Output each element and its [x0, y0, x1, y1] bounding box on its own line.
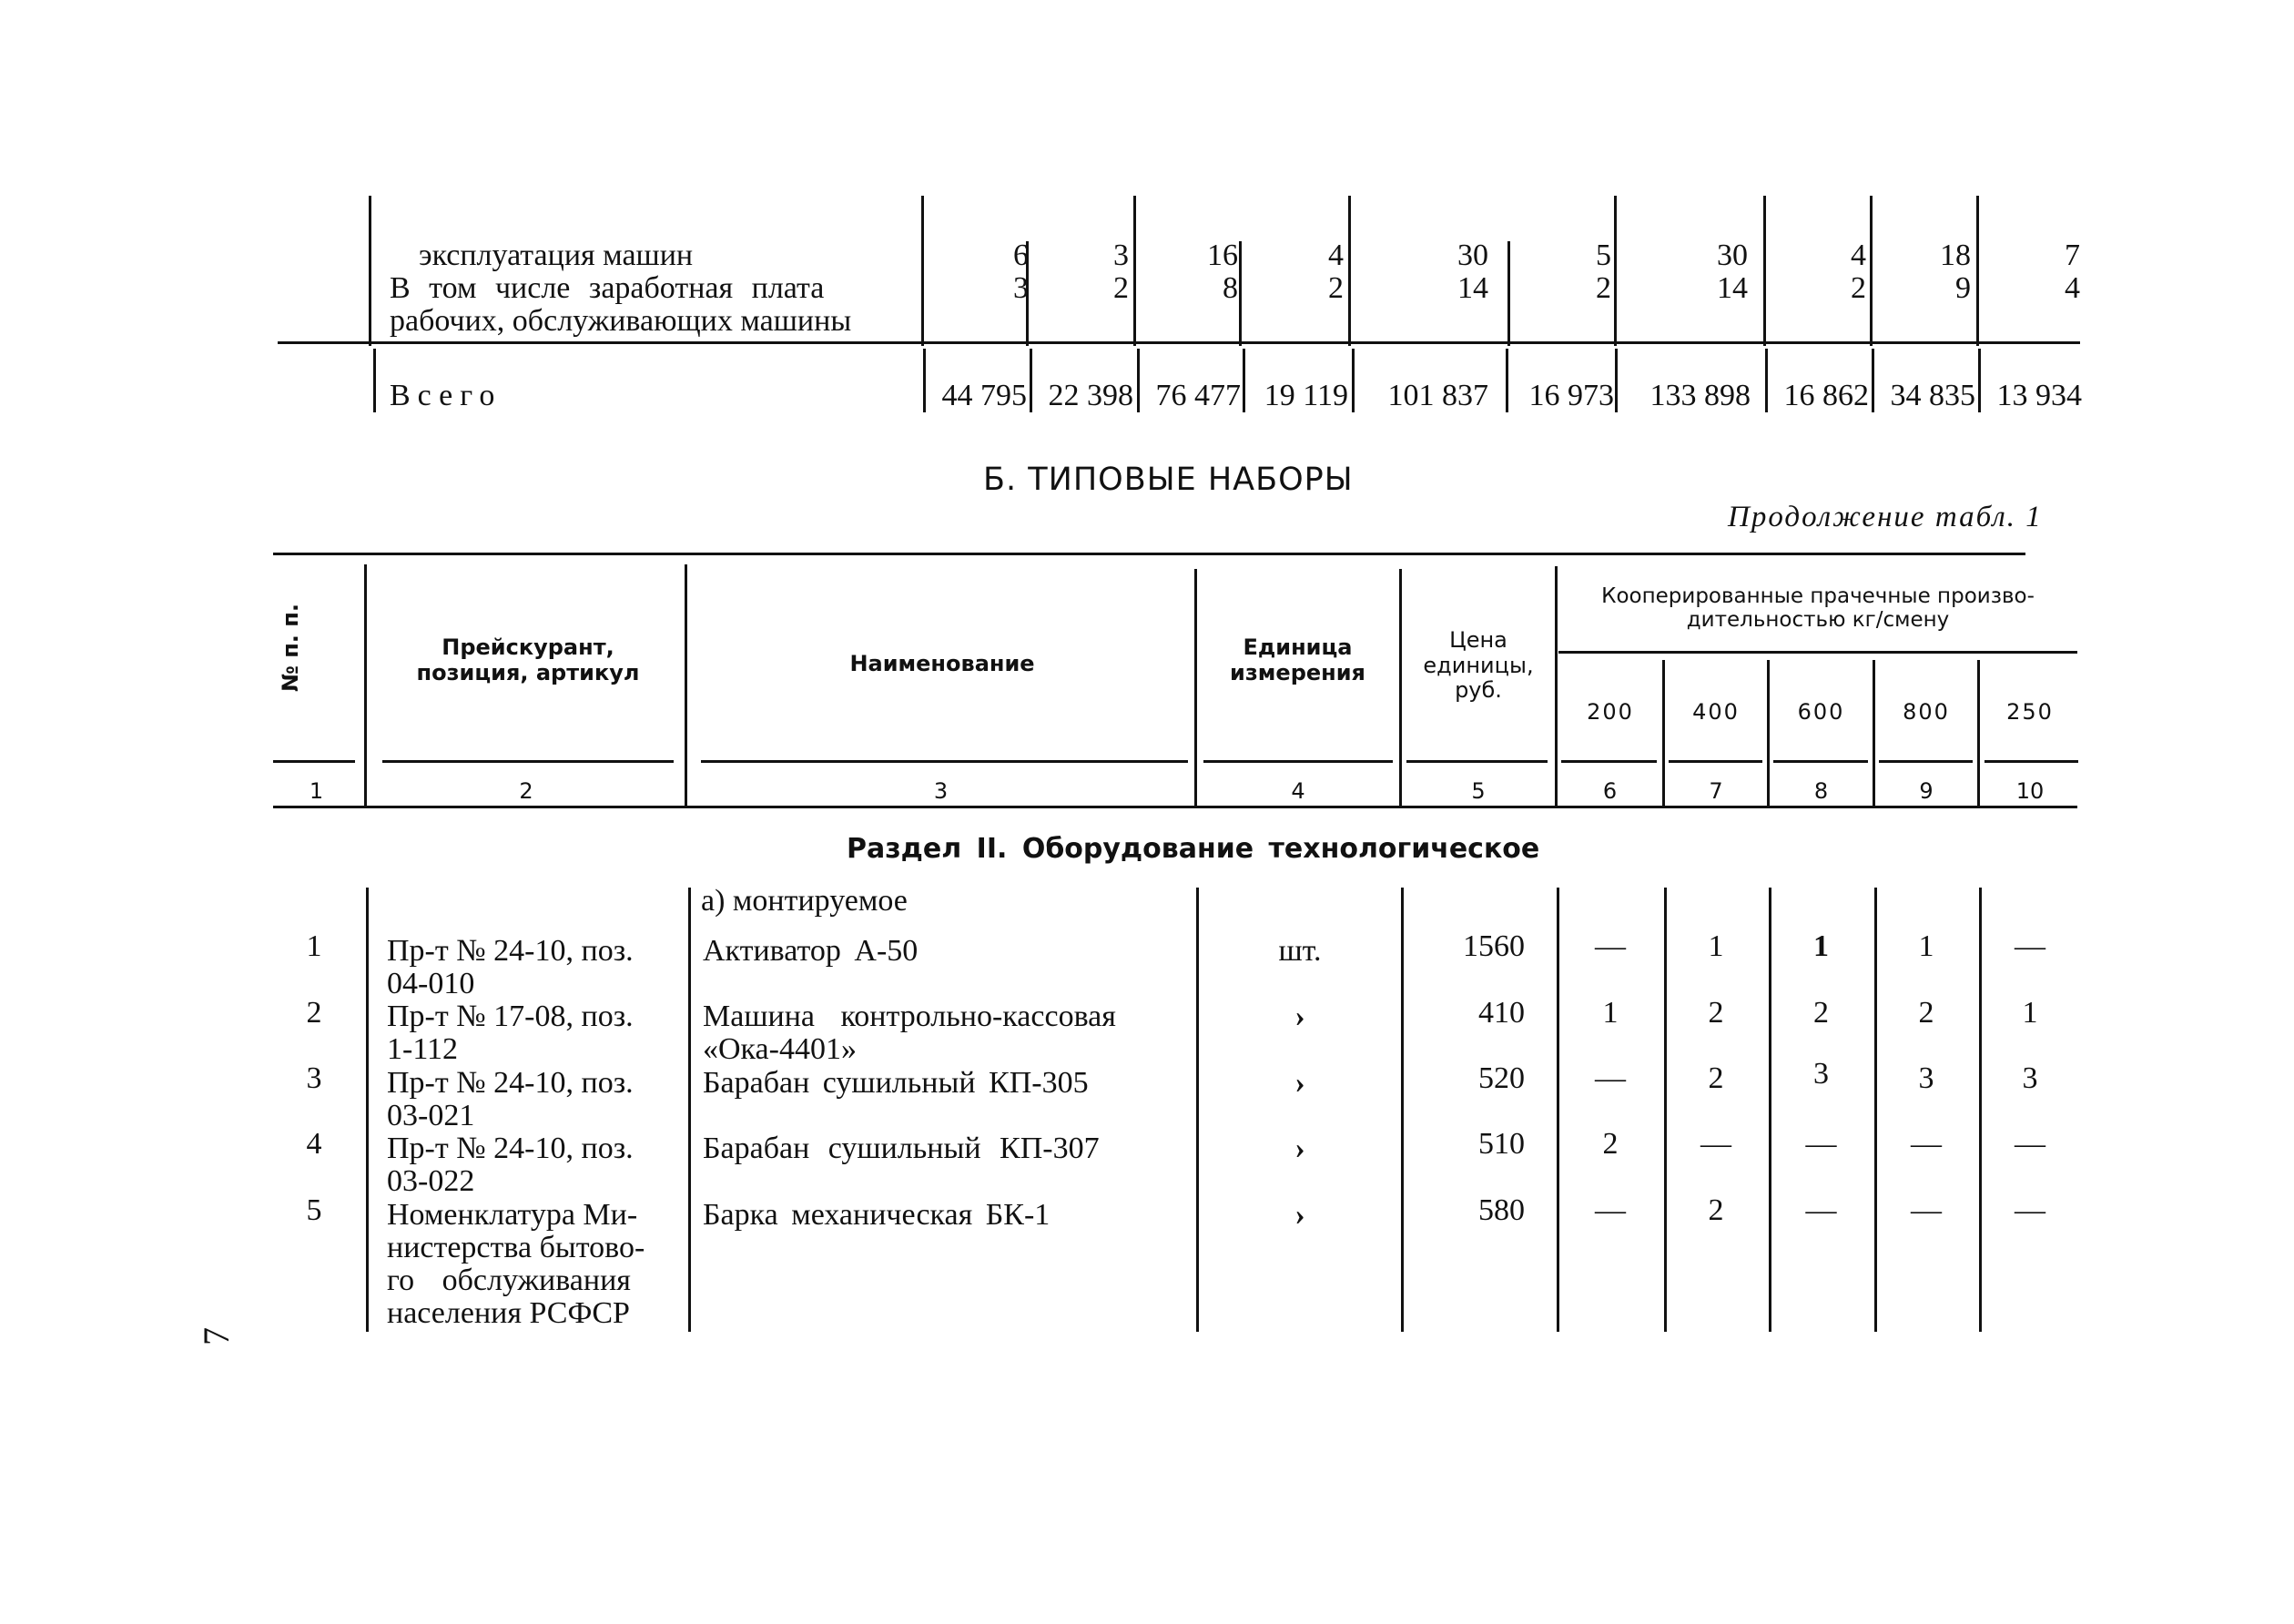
column-number: 8 — [1813, 778, 1829, 804]
item-price: 520 — [1478, 1061, 1525, 1095]
total-value: 16 973 — [1528, 379, 1614, 412]
item-price: 1560 — [1463, 929, 1525, 963]
page-number: 7 — [196, 1327, 237, 1345]
item-quantity: 3 — [1813, 1057, 1829, 1091]
total-value: 44 795 — [941, 379, 1027, 412]
top-value: 7 — [2065, 239, 2080, 272]
item-quantity: 2 — [1708, 996, 1724, 1030]
item-quantity: — — [1595, 1061, 1626, 1095]
item-quantity: — — [1595, 1193, 1626, 1227]
item-unit: › — [1294, 1000, 1305, 1033]
item-quantity: 2 — [1602, 1127, 1619, 1161]
total-value: 34 835 — [1890, 379, 1975, 412]
top-label-line3: рабочих, обслуживающих машины — [390, 304, 852, 338]
top-table-rule — [278, 341, 2080, 344]
item-quantity: 1 — [1918, 929, 1934, 963]
top-value: 2 — [1113, 271, 1129, 305]
col-header-number: № п. п. — [278, 604, 303, 692]
pricelist-ref: 03-021 — [387, 1099, 475, 1132]
item-quantity: — — [1595, 929, 1626, 963]
column-number: 9 — [1919, 778, 1934, 804]
column-number: 7 — [1709, 778, 1723, 804]
total-value: 16 862 — [1783, 379, 1869, 412]
top-value: 8 — [1223, 271, 1238, 305]
item-quantity: 1 — [1602, 996, 1619, 1030]
top-value: 30 — [1717, 239, 1748, 272]
row-number: 2 — [306, 996, 322, 1030]
total-label: Всего — [390, 379, 502, 412]
row-number: 1 — [306, 929, 322, 963]
subsection-label: а) монтируемое — [701, 884, 908, 918]
header-bottom-rule — [273, 806, 2077, 808]
pricelist-ref: нистерства бытово- — [387, 1231, 645, 1264]
column-number: 5 — [1471, 778, 1486, 804]
column-number: 3 — [933, 778, 949, 804]
item-name: Барабан сушильный КП-307 — [703, 1132, 1100, 1165]
capacity-label: 400 — [1692, 699, 1740, 725]
col-header-price: Цена единицы, руб. — [1423, 627, 1534, 704]
item-price: 510 — [1478, 1127, 1525, 1161]
item-quantity: 2 — [1813, 996, 1829, 1030]
total-value: 19 119 — [1264, 379, 1348, 412]
continuation-note: Продолжение табл. 1 — [1728, 501, 2043, 533]
razdel-title: Раздел II. Оборудование технологическое — [847, 833, 1540, 865]
total-value: 13 934 — [1996, 379, 2082, 412]
item-quantity: 1 — [2022, 996, 2038, 1030]
header-top-rule — [273, 553, 2025, 555]
total-value: 133 898 — [1649, 379, 1751, 412]
pricelist-ref: го обслуживания — [387, 1264, 631, 1297]
column-number: 6 — [1602, 778, 1618, 804]
item-name: Активатор А-50 — [703, 934, 919, 968]
top-value: 14 — [1457, 271, 1488, 305]
item-quantity: — — [2015, 929, 2045, 963]
row-number: 5 — [306, 1193, 322, 1227]
top-value: 18 — [1940, 239, 1971, 272]
row-number: 4 — [306, 1127, 322, 1161]
top-value: 2 — [1851, 271, 1866, 305]
item-unit: › — [1294, 1198, 1305, 1232]
column-number: 1 — [309, 778, 324, 804]
pricelist-ref: 1-112 — [387, 1032, 459, 1066]
item-name: Барка механическая БК-1 — [703, 1198, 1051, 1232]
capacity-label: 600 — [1797, 699, 1845, 725]
top-value: 30 — [1457, 239, 1488, 272]
item-quantity: 2 — [1918, 996, 1934, 1030]
section-title: Б. ТИПОВЫЕ НАБОРЫ — [983, 462, 1354, 498]
item-quantity: 2 — [1708, 1193, 1724, 1227]
pricelist-ref: Пр-т № 17-08, поз. — [387, 1000, 634, 1033]
top-value: 4 — [1328, 239, 1344, 272]
pricelist-ref: Номенклатура Ми- — [387, 1198, 638, 1232]
item-unit: › — [1294, 1132, 1305, 1165]
item-quantity: 1 — [1708, 929, 1724, 963]
top-value: 2 — [1596, 271, 1611, 305]
col-header-pricelist: Прейскурант, позиция, артикул — [416, 634, 640, 685]
item-unit: шт. — [1278, 934, 1322, 968]
top-value: 3 — [1013, 271, 1029, 305]
top-label-line1: эксплуатация машин — [419, 239, 694, 272]
item-name: Барабан сушильный КП-305 — [703, 1066, 1089, 1100]
col-header-unit: Единица измерения — [1230, 634, 1365, 685]
top-value: 14 — [1717, 271, 1748, 305]
col-header-group: Кооперированные прачечные произво- дительностью кг/смену — [1601, 584, 2035, 633]
pricelist-ref: 04-010 — [387, 967, 475, 1000]
item-quantity: 3 — [2022, 1061, 2038, 1095]
pricelist-ref: Пр-т № 24-10, поз. — [387, 1066, 634, 1100]
column-number: 4 — [1291, 778, 1305, 804]
top-value: 5 — [1596, 239, 1611, 272]
item-name: Машина контрольно-кассовая — [703, 1000, 1116, 1033]
pricelist-ref: 03-022 — [387, 1164, 475, 1198]
pricelist-ref: населения РСФСР — [387, 1296, 630, 1330]
item-quantity: — — [1911, 1193, 1942, 1227]
top-value: 4 — [2065, 271, 2080, 305]
item-quantity: — — [1911, 1127, 1942, 1161]
item-quantity: — — [1700, 1127, 1731, 1161]
total-value: 22 398 — [1048, 379, 1133, 412]
total-value: 101 837 — [1387, 379, 1488, 412]
col-header-name: Наименование — [849, 651, 1035, 676]
item-quantity: 2 — [1708, 1061, 1724, 1095]
capacity-label: 800 — [1903, 699, 1950, 725]
top-value: 9 — [1955, 271, 1971, 305]
column-number: 10 — [2015, 778, 2045, 804]
item-name: «Ока-4401» — [703, 1032, 857, 1066]
top-value: 2 — [1328, 271, 1344, 305]
row-number: 3 — [306, 1061, 322, 1095]
top-value: 3 — [1113, 239, 1129, 272]
top-label-line2: В том числе заработная плата — [390, 271, 825, 305]
capacity-label: 250 — [2006, 699, 2054, 725]
pricelist-ref: Пр-т № 24-10, поз. — [387, 1132, 634, 1165]
capacity-label: 200 — [1587, 699, 1634, 725]
top-value: 4 — [1851, 239, 1866, 272]
item-unit: › — [1294, 1066, 1305, 1100]
item-quantity: — — [1805, 1127, 1837, 1161]
total-value: 76 477 — [1155, 379, 1241, 412]
item-price: 410 — [1478, 996, 1525, 1030]
top-value: 6 — [1013, 239, 1029, 272]
top-value: 16 — [1207, 239, 1238, 272]
item-quantity: 3 — [1918, 1061, 1934, 1095]
item-quantity: 1 — [1813, 929, 1829, 963]
item-price: 580 — [1478, 1193, 1525, 1227]
item-quantity: — — [2015, 1193, 2045, 1227]
item-quantity: — — [2015, 1127, 2045, 1161]
pricelist-ref: Пр-т № 24-10, поз. — [387, 934, 634, 968]
item-quantity: — — [1805, 1193, 1837, 1227]
column-number: 2 — [519, 778, 533, 804]
